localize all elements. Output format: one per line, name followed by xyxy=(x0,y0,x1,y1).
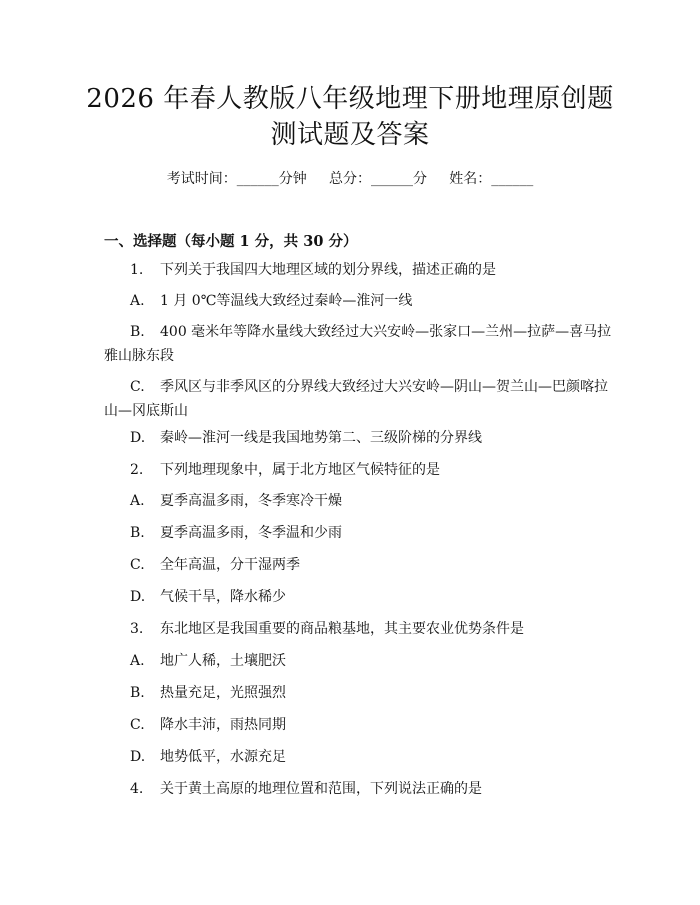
exam-meta-line: 考试时间：______分钟 总分：______分 姓名：______ xyxy=(166,171,534,187)
question-number: 3. xyxy=(130,621,144,637)
option-label: D. xyxy=(130,749,146,765)
option-text: 气候干旱，降水稀少 xyxy=(160,589,286,605)
document-title-line1: 2026 年春人教版八年级地理下册地理原创题 xyxy=(86,84,614,114)
option-text: 季风区与非季风区的分界线大致经过大兴安岭—阴山—贺兰山—巴颜喀拉 xyxy=(160,379,608,395)
option-label: D. xyxy=(130,430,146,446)
section-heading-choice: 一、选择题（每小题 1 分，共 30 分） xyxy=(104,233,358,250)
question-number: 2. xyxy=(130,462,144,478)
option-label: B. xyxy=(130,525,145,541)
option-text: 夏季高温多雨，冬季寒冷干燥 xyxy=(160,493,342,509)
option-label: A. xyxy=(130,653,145,669)
option-label: C. xyxy=(130,717,145,733)
option-1b-continuation: 雅山脉东段 xyxy=(104,348,174,364)
option-label: A. xyxy=(130,493,145,509)
option-text: 地势低平，水源充足 xyxy=(160,749,286,765)
question-stem: 关于黄土高原的地理位置和范围，下列说法正确的是 xyxy=(160,781,482,797)
question-stem: 下列关于我国四大地理区域的划分界线，描述正确的是 xyxy=(160,262,496,278)
document-title-line2: 测试题及答案 xyxy=(270,120,430,150)
option-text: 降水丰沛，雨热同期 xyxy=(160,717,286,733)
option-1c-continuation: 山—冈底斯山 xyxy=(104,403,188,419)
option-label: A. xyxy=(130,293,145,309)
option-label: D. xyxy=(130,589,146,605)
option-text: 400 毫米年等降水量线大致经过大兴安岭—张家口—兰州—拉萨—喜马拉 xyxy=(160,324,612,340)
question-stem: 下列地理现象中，属于北方地区气候特征的是 xyxy=(160,462,440,478)
question-number: 4. xyxy=(130,781,144,797)
option-text: 1 月 0℃等温线大致经过秦岭—淮河一线 xyxy=(160,293,413,309)
option-label: B. xyxy=(130,685,145,701)
option-text: 秦岭—淮河一线是我国地势第二、三级阶梯的分界线 xyxy=(160,430,482,446)
question-stem: 东北地区是我国重要的商品粮基地，其主要农业优势条件是 xyxy=(160,621,524,637)
option-text: 地广人稀，土壤肥沃 xyxy=(160,653,286,669)
option-label: B. xyxy=(130,324,145,340)
option-text: 全年高温，分干湿两季 xyxy=(160,557,300,573)
option-text: 热量充足，光照强烈 xyxy=(160,685,286,701)
option-text: 夏季高温多雨，冬季温和少雨 xyxy=(160,525,342,541)
option-label: C. xyxy=(130,557,145,573)
question-number: 1. xyxy=(130,262,144,278)
option-label: C. xyxy=(130,379,145,395)
